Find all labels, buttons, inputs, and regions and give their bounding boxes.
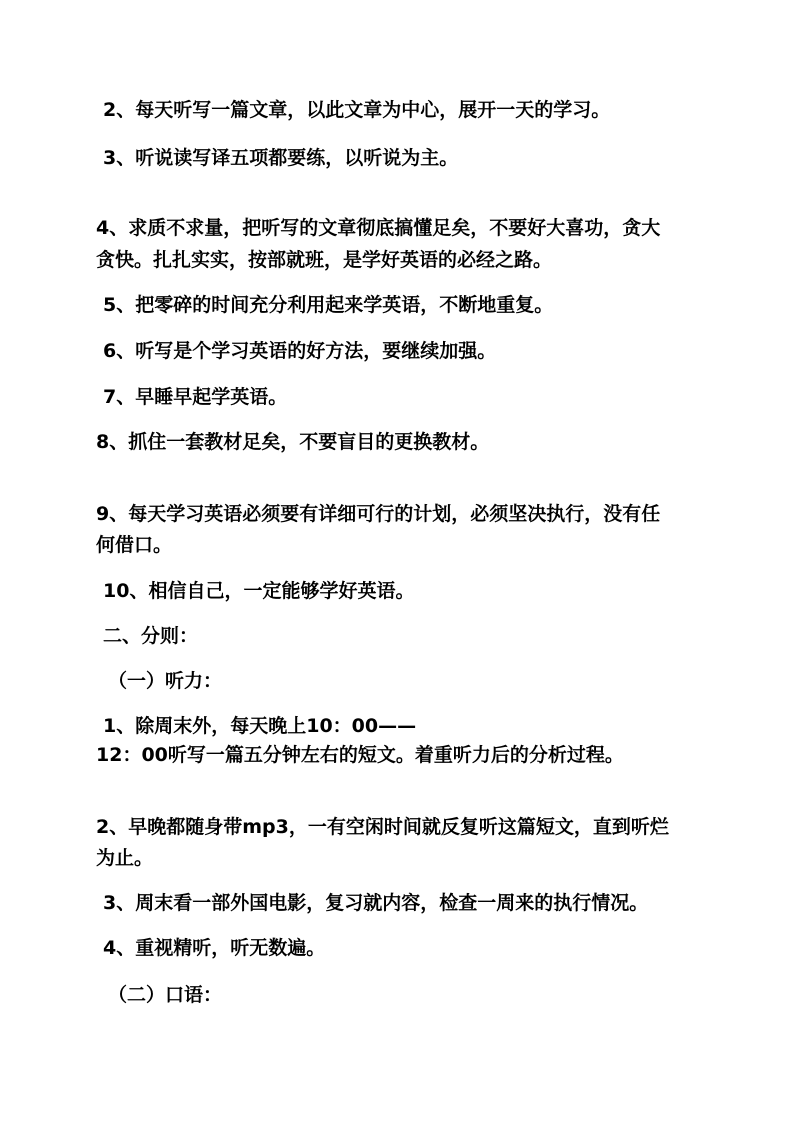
text-line-8: 8、抓住一套教材足矣，不要盲目的更换教材。 bbox=[96, 431, 490, 453]
text-line-6: 6、听写是个学习英语的好方法，要继续加强。 bbox=[103, 340, 497, 362]
text-line-7: 7、早睡早起学英语。 bbox=[103, 386, 288, 408]
text-line-18: 3、周末看一部外国电影，复习就内容，检查一周来的执行情况。 bbox=[103, 892, 649, 914]
section-heading: 二、分则： bbox=[103, 625, 199, 647]
text-line-3: 4、求质不求量，把听写的文章彻底搞懂足矣，不要好大喜功，贪大 bbox=[96, 217, 661, 239]
text-line-10: 何借口。 bbox=[96, 534, 173, 556]
text-line-9: 9、每天学习英语必须要有详细可行的计划，必须坚决执行，没有任 bbox=[96, 503, 661, 525]
text-line-15: 12：00听写一篇五分钟左右的短文。着重听力后的分析过程。 bbox=[96, 744, 624, 766]
subsection-heading-listening: （一）听力： bbox=[108, 670, 223, 692]
text-line-19: 4、重视精听，听无数遍。 bbox=[103, 937, 326, 959]
text-line-14: 1、除周末外，每天晚上10：00—— bbox=[103, 715, 417, 737]
text-line-1: 2、每天听写一篇文章，以此文章为中心，展开一天的学习。 bbox=[103, 99, 611, 121]
text-line-16: 2、早晚都随身带mp3，一有空闲时间就反复听这篇短文，直到听烂 bbox=[96, 816, 669, 838]
subsection-heading-speaking: （二）口语： bbox=[108, 984, 223, 1006]
text-line-2: 3、听说读写译五项都要练，以听说为主。 bbox=[103, 147, 459, 169]
text-line-11: 10、相信自己，一定能够学好英语。 bbox=[103, 580, 415, 602]
text-line-4: 贪快。扎扎实实，按部就班，是学好英语的必经之路。 bbox=[96, 249, 553, 271]
text-line-17: 为止。 bbox=[96, 847, 154, 869]
text-line-5: 5、把零碎的时间充分利用起来学英语，不断地重复。 bbox=[103, 294, 554, 316]
